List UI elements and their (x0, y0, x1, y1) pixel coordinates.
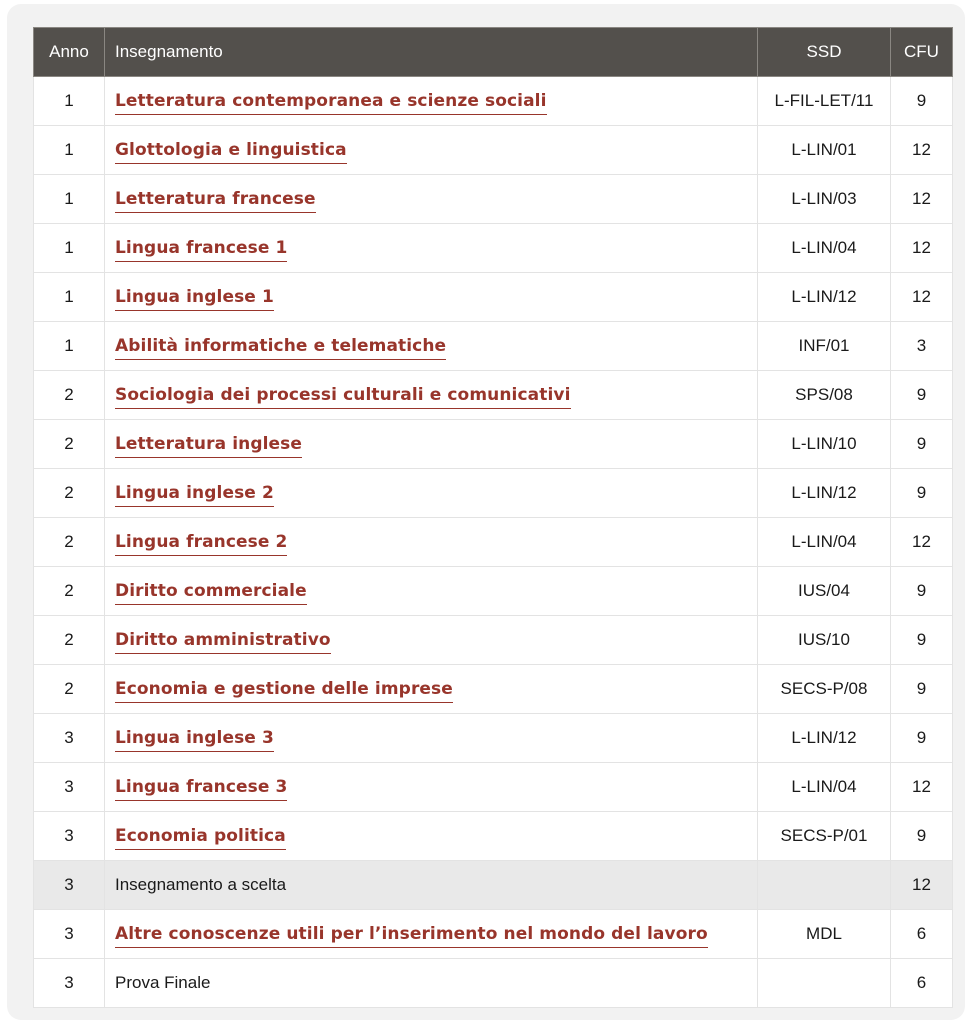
course-link[interactable]: Altre conoscenze utili per l’inserimento nel mondo del lavoro (115, 924, 708, 948)
anno-cell: 2 (34, 665, 105, 714)
anno-cell: 2 (34, 371, 105, 420)
ssd-cell: SPS/08 (758, 371, 891, 420)
course-link[interactable]: Lingua francese 1 (115, 238, 287, 262)
anno-cell: 1 (34, 126, 105, 175)
course-name: Prova Finale (115, 973, 211, 992)
table-row (34, 763, 953, 812)
cfu-cell: 6 (891, 910, 953, 959)
ssd-cell: L-LIN/12 (758, 714, 891, 763)
cfu-cell: 9 (891, 567, 953, 616)
cfu-cell: 9 (891, 469, 953, 518)
anno-cell: 3 (34, 763, 105, 812)
course-name: Insegnamento a scelta (115, 875, 287, 894)
course-link[interactable]: Lingua francese 3 (115, 777, 287, 801)
ssd-cell: SECS-P/08 (758, 665, 891, 714)
table-row (34, 518, 953, 567)
anno-cell: 1 (34, 273, 105, 322)
insegnamento-cell (105, 77, 758, 126)
ssd-cell: MDL (758, 910, 891, 959)
insegnamento-cell (105, 861, 758, 910)
anno-cell: 3 (34, 812, 105, 861)
cfu-cell: 12 (891, 175, 953, 224)
insegnamento-cell (105, 126, 758, 175)
cfu-cell: 9 (891, 812, 953, 861)
anno-cell: 2 (34, 469, 105, 518)
cfu-cell: 9 (891, 371, 953, 420)
table-row (34, 273, 953, 322)
insegnamento-cell (105, 224, 758, 273)
table-header-row (34, 28, 953, 77)
ssd-cell: L-LIN/10 (758, 420, 891, 469)
course-link[interactable]: Lingua inglese 3 (115, 728, 274, 752)
course-link[interactable]: Lingua inglese 2 (115, 483, 274, 507)
course-link[interactable]: Diritto amministrativo (115, 630, 331, 654)
course-link[interactable]: Lingua inglese 1 (115, 287, 274, 311)
table-row (34, 616, 953, 665)
anno-cell: 2 (34, 567, 105, 616)
header-insegnamento: Insegnamento (105, 28, 758, 77)
cfu-cell: 9 (891, 420, 953, 469)
course-link[interactable]: Abilità informatiche e telematiche (115, 336, 446, 360)
anno-cell: 2 (34, 420, 105, 469)
ssd-cell (758, 861, 891, 910)
cfu-cell: 12 (891, 273, 953, 322)
ssd-cell: L-FIL-LET/11 (758, 77, 891, 126)
cfu-cell: 12 (891, 763, 953, 812)
ssd-cell: L-LIN/12 (758, 273, 891, 322)
ssd-cell: L-LIN/04 (758, 763, 891, 812)
ssd-cell: L-LIN/01 (758, 126, 891, 175)
table-row (34, 322, 953, 371)
insegnamento-cell (105, 469, 758, 518)
anno-cell: 3 (34, 910, 105, 959)
table-row (34, 567, 953, 616)
insegnamento-cell (105, 665, 758, 714)
course-link[interactable]: Glottologia e linguistica (115, 140, 347, 164)
ssd-cell: IUS/10 (758, 616, 891, 665)
ssd-cell: L-LIN/12 (758, 469, 891, 518)
header-anno: Anno (34, 28, 105, 77)
insegnamento-cell (105, 322, 758, 371)
anno-cell: 1 (34, 77, 105, 126)
study-plan-table (33, 27, 953, 1008)
ssd-cell: IUS/04 (758, 567, 891, 616)
cfu-cell: 9 (891, 616, 953, 665)
insegnamento-cell (105, 175, 758, 224)
anno-cell: 1 (34, 322, 105, 371)
table-row (34, 420, 953, 469)
insegnamento-cell (105, 567, 758, 616)
insegnamento-cell (105, 616, 758, 665)
table-row (34, 861, 953, 910)
cfu-cell: 6 (891, 959, 953, 1008)
insegnamento-cell (105, 910, 758, 959)
table-row (34, 665, 953, 714)
cfu-cell: 9 (891, 665, 953, 714)
ssd-cell: INF/01 (758, 322, 891, 371)
table-row (34, 469, 953, 518)
course-link[interactable]: Economia politica (115, 826, 286, 850)
cfu-cell: 9 (891, 77, 953, 126)
anno-cell: 3 (34, 959, 105, 1008)
table-row (34, 959, 953, 1008)
cfu-cell: 12 (891, 126, 953, 175)
insegnamento-cell (105, 812, 758, 861)
cfu-cell: 12 (891, 224, 953, 273)
header-ssd: SSD (758, 28, 891, 77)
table-row (34, 224, 953, 273)
anno-cell: 1 (34, 224, 105, 273)
anno-cell: 3 (34, 714, 105, 763)
insegnamento-cell (105, 714, 758, 763)
table-row (34, 126, 953, 175)
insegnamento-cell (105, 959, 758, 1008)
ssd-cell (758, 959, 891, 1008)
course-link[interactable]: Sociologia dei processi culturali e comunicativi (115, 385, 571, 409)
insegnamento-cell (105, 420, 758, 469)
anno-cell: 1 (34, 175, 105, 224)
cfu-cell: 12 (891, 861, 953, 910)
table-row (34, 910, 953, 959)
insegnamento-cell (105, 371, 758, 420)
course-link[interactable]: Letteratura francese (115, 189, 316, 213)
course-link[interactable]: Diritto commerciale (115, 581, 307, 605)
cfu-cell: 3 (891, 322, 953, 371)
course-link[interactable]: Economia e gestione delle imprese (115, 679, 453, 703)
course-link[interactable]: Letteratura inglese (115, 434, 302, 458)
cfu-cell: 12 (891, 518, 953, 567)
content-card (7, 4, 965, 1020)
cfu-cell: 9 (891, 714, 953, 763)
table-row (34, 77, 953, 126)
table-row (34, 371, 953, 420)
insegnamento-cell (105, 273, 758, 322)
header-cfu: CFU (891, 28, 953, 77)
anno-cell: 3 (34, 861, 105, 910)
table-row (34, 714, 953, 763)
anno-cell: 2 (34, 518, 105, 567)
course-link[interactable]: Letteratura contemporanea e scienze sociali (115, 91, 547, 115)
course-link[interactable]: Lingua francese 2 (115, 532, 287, 556)
ssd-cell: L-LIN/03 (758, 175, 891, 224)
anno-cell: 2 (34, 616, 105, 665)
ssd-cell: SECS-P/01 (758, 812, 891, 861)
ssd-cell: L-LIN/04 (758, 518, 891, 567)
ssd-cell: L-LIN/04 (758, 224, 891, 273)
table-row (34, 812, 953, 861)
insegnamento-cell (105, 763, 758, 812)
table-row (34, 175, 953, 224)
insegnamento-cell (105, 518, 758, 567)
